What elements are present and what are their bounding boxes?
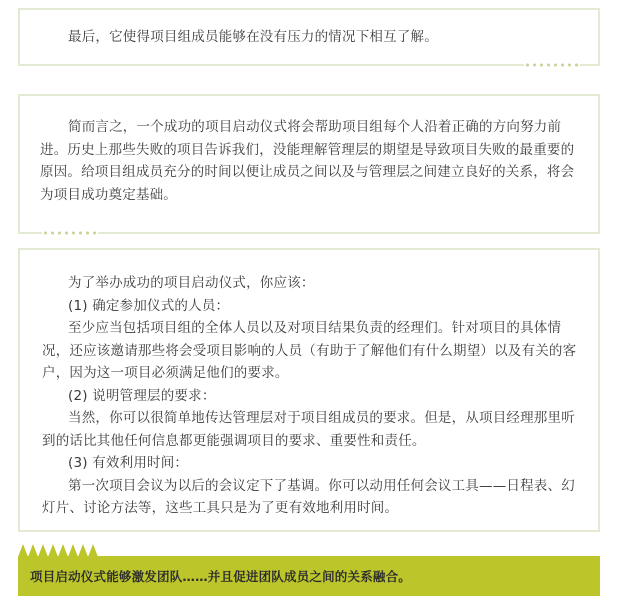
- step-2-text: 当然，你可以很简单地传达管理层对于项目组成员的要求。但是，从项目经理那里听到的话比其他任何信息都更能强调项目的要求、重要性和责任。: [42, 410, 575, 449]
- dotted-decoration: [42, 231, 98, 235]
- dotted-decoration: [524, 63, 580, 67]
- banner-text: 项目启动仪式能够激发团队……并且促进团队成员之间的关系融合。: [30, 569, 412, 584]
- step-3-title: (3) 有效利用时间：: [68, 455, 189, 471]
- steps-body: [42, 272, 587, 520]
- text-card-conclusion: [18, 8, 600, 66]
- step-1-text: 至少应当包括项目组的全体人员以及对项目结果负责的经理们。针对项目的具体情况，还应该邀请那些将会受项目影响的人员（有助于了解他们有什么期望）以及有关的客户，因为这一项目必须满足他们的要求。: [42, 320, 577, 381]
- step-3-text: 第一次项目会议为以后的会议定下了基调。你可以动用任何会议工具——日程表、幻灯片、讨论方法等，这些工具只是为了更有效地利用时间。: [42, 477, 575, 516]
- steps-intro: 为了举办成功的项目启动仪式，你应该：: [68, 275, 315, 291]
- text-card-summary: [18, 94, 600, 234]
- paragraph-conclusion: 最后，它使得项目组成员能够在没有压力的情况下相互了解。: [68, 29, 438, 45]
- step-1-title: (1) 确定参加仪式的人员：: [68, 297, 230, 314]
- step-2-title: (2) 说明管理层的要求：: [68, 387, 216, 404]
- paragraph-summary: 简而言之，一个成功的项目启动仪式将会帮助项目组每个人沿着正确的方向努力前进。历史上那些失败的项目告诉我们，没能理解管理层的期望是导致项目失败的最重要的原因。给项目组成员充分的时间以便让成员之间以及与管理层之间建立良好的关系，将会为项目成功奠定基础。: [40, 119, 575, 203]
- text-card-steps: [18, 248, 600, 532]
- highlight-banner: [18, 556, 600, 596]
